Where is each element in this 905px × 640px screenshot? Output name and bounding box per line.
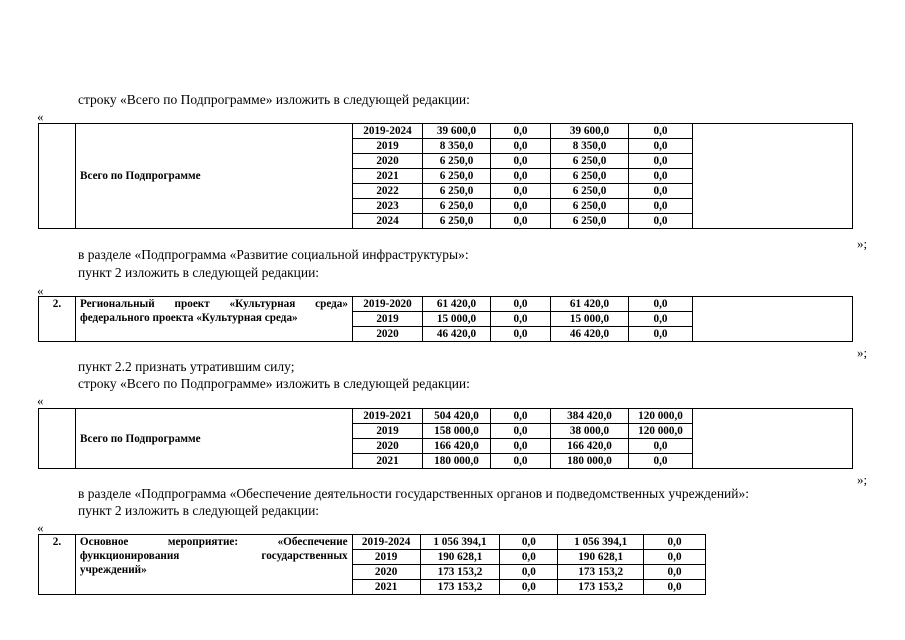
value-cell: 39 600,0 xyxy=(423,124,491,139)
row-name-line: Региональный проект «Культурная среда» xyxy=(80,298,348,310)
number-cell: 2. xyxy=(39,535,76,595)
blank-cell xyxy=(693,409,853,469)
value-cell: 2023 xyxy=(353,199,423,214)
value-cell: 2019 xyxy=(353,139,423,154)
value-cell: 0,0 xyxy=(491,424,551,439)
value-cell: 61 420,0 xyxy=(423,297,491,312)
value-cell: 0,0 xyxy=(500,565,558,580)
value-cell: 173 153,2 xyxy=(558,565,644,580)
paragraph-text: строку «Всего по Подпрограмме» изложить в следующей редакции: xyxy=(78,92,470,107)
number-cell xyxy=(39,409,76,469)
value-cell: 0,0 xyxy=(491,439,551,454)
value-cell: 0,0 xyxy=(629,312,693,327)
value-cell: 0,0 xyxy=(629,169,693,184)
row-name-word: государственных xyxy=(261,550,348,562)
value-cell: 166 420,0 xyxy=(551,439,629,454)
value-cell: 0,0 xyxy=(491,327,551,342)
value-cell: 0,0 xyxy=(629,199,693,214)
value-cell: 384 420,0 xyxy=(551,409,629,424)
value-cell: 0,0 xyxy=(491,169,551,184)
value-cell: 1 056 394,1 xyxy=(558,535,644,550)
budget-table-total-1 xyxy=(38,123,853,229)
paragraph-text: строку «Всего по Подпрограмме» изложить в следующей редакции: xyxy=(78,376,470,391)
value-cell: 6 250,0 xyxy=(423,199,491,214)
value-cell: 0,0 xyxy=(629,214,693,229)
value-cell: 6 250,0 xyxy=(423,214,491,229)
number-cell xyxy=(39,124,76,229)
closing-quote: »; xyxy=(857,345,868,360)
value-cell: 15 000,0 xyxy=(551,312,629,327)
value-cell: 0,0 xyxy=(629,439,693,454)
value-cell: 6 250,0 xyxy=(551,199,629,214)
value-cell: 0,0 xyxy=(491,409,551,424)
value-cell: 2021 xyxy=(353,169,423,184)
paragraph-text: пункт 2 изложить в следующей редакции: xyxy=(78,503,320,518)
value-cell: 0,0 xyxy=(491,297,551,312)
value-cell: 2019 xyxy=(353,424,423,439)
value-cell: 2020 xyxy=(353,327,423,342)
budget-table-measure-2 xyxy=(38,534,706,595)
value-cell: 38 000,0 xyxy=(551,424,629,439)
value-cell: 0,0 xyxy=(644,580,706,595)
value-cell: 0,0 xyxy=(500,550,558,565)
value-cell: 180 000,0 xyxy=(551,454,629,469)
table-row xyxy=(39,535,706,550)
paragraph-text: в разделе «Подпрограмма «Развитие социальной инфраструктуры»: xyxy=(78,247,469,262)
value-cell: 2022 xyxy=(353,184,423,199)
value-cell: 2019-2024 xyxy=(353,124,423,139)
value-cell: 190 628,1 xyxy=(558,550,644,565)
value-cell: 6 250,0 xyxy=(551,169,629,184)
table-row xyxy=(39,297,853,312)
row-name-word: функционирования xyxy=(79,550,180,562)
value-cell: 0,0 xyxy=(500,535,558,550)
paragraph-text: пункт 2.2 признать утратившим силу; xyxy=(78,359,295,374)
row-name-word: Основное xyxy=(79,536,129,548)
value-cell: 0,0 xyxy=(491,139,551,154)
value-cell: 0,0 xyxy=(629,154,693,169)
number-cell: 2. xyxy=(39,297,76,342)
opening-quote: « xyxy=(37,283,44,298)
value-cell: 0,0 xyxy=(644,565,706,580)
value-cell: 2019-2020 xyxy=(353,297,423,312)
row-name-word: мероприятие: xyxy=(167,536,239,548)
value-cell: 0,0 xyxy=(491,154,551,169)
value-cell: 2021 xyxy=(352,580,420,595)
value-cell: 173 153,2 xyxy=(420,565,500,580)
value-cell: 2020 xyxy=(352,565,420,580)
value-cell: 2021 xyxy=(353,454,423,469)
paragraph-text: в разделе «Подпрограмма «Обеспечение деятельности государственных органов и подведомственных учреждений»: xyxy=(78,486,750,501)
value-cell: 173 153,2 xyxy=(558,580,644,595)
value-cell: 0,0 xyxy=(629,327,693,342)
value-cell: 8 350,0 xyxy=(551,139,629,154)
value-cell: 46 420,0 xyxy=(551,327,629,342)
value-cell: 0,0 xyxy=(491,124,551,139)
blank-cell xyxy=(693,124,853,229)
value-cell: 0,0 xyxy=(644,550,706,565)
value-cell: 0,0 xyxy=(629,124,693,139)
value-cell: 2019-2021 xyxy=(353,409,423,424)
value-cell: 0,0 xyxy=(491,454,551,469)
value-cell: 0,0 xyxy=(500,580,558,595)
value-cell: 15 000,0 xyxy=(423,312,491,327)
value-cell: 180 000,0 xyxy=(423,454,491,469)
row-name-line: федерального проекта «Культурная среда» xyxy=(80,312,298,324)
row-name-cell: Всего по Подпрограмме xyxy=(76,409,353,469)
value-cell: 173 153,2 xyxy=(420,580,500,595)
value-cell: 6 250,0 xyxy=(423,184,491,199)
opening-quote: « xyxy=(37,393,44,408)
value-cell: 1 056 394,1 xyxy=(420,535,500,550)
value-cell: 0,0 xyxy=(491,199,551,214)
value-cell: 2019 xyxy=(352,550,420,565)
value-cell: 6 250,0 xyxy=(551,214,629,229)
row-name-cell xyxy=(75,535,352,595)
opening-quote: « xyxy=(37,109,44,124)
value-cell: 0,0 xyxy=(644,535,706,550)
value-cell: 0,0 xyxy=(629,184,693,199)
budget-table-project-2 xyxy=(38,296,853,342)
value-cell: 2020 xyxy=(353,439,423,454)
value-cell: 61 420,0 xyxy=(551,297,629,312)
value-cell: 8 350,0 xyxy=(423,139,491,154)
value-cell: 6 250,0 xyxy=(423,169,491,184)
value-cell: 2020 xyxy=(353,154,423,169)
budget-table-total-3 xyxy=(38,408,853,469)
paragraph-text: пункт 2 изложить в следующей редакции: xyxy=(78,265,320,280)
value-cell: 2019 xyxy=(353,312,423,327)
value-cell: 6 250,0 xyxy=(551,154,629,169)
value-cell: 0,0 xyxy=(491,312,551,327)
value-cell: 120 000,0 xyxy=(629,424,693,439)
value-cell: 6 250,0 xyxy=(423,154,491,169)
value-cell: 0,0 xyxy=(491,214,551,229)
row-name-word: «Обеспечение xyxy=(277,536,348,548)
value-cell: 39 600,0 xyxy=(551,124,629,139)
value-cell: 46 420,0 xyxy=(423,327,491,342)
closing-quote: »; xyxy=(857,236,868,251)
table-row xyxy=(39,409,853,424)
blank-cell xyxy=(693,297,853,342)
row-name-cell xyxy=(76,297,353,342)
value-cell: 120 000,0 xyxy=(629,409,693,424)
value-cell: 166 420,0 xyxy=(423,439,491,454)
value-cell: 2019-2024 xyxy=(352,535,420,550)
value-cell: 6 250,0 xyxy=(551,184,629,199)
value-cell: 0,0 xyxy=(491,184,551,199)
row-name-cell: Всего по Подпрограмме xyxy=(76,124,353,229)
value-cell: 0,0 xyxy=(629,454,693,469)
closing-quote: »; xyxy=(857,472,868,487)
value-cell: 504 420,0 xyxy=(423,409,491,424)
value-cell: 2024 xyxy=(353,214,423,229)
value-cell: 158 000,0 xyxy=(423,424,491,439)
value-cell: 0,0 xyxy=(629,139,693,154)
table-row xyxy=(39,124,853,139)
opening-quote: « xyxy=(37,520,44,535)
value-cell: 0,0 xyxy=(629,297,693,312)
row-name-word: учреждений» xyxy=(79,564,147,576)
value-cell: 190 628,1 xyxy=(420,550,500,565)
